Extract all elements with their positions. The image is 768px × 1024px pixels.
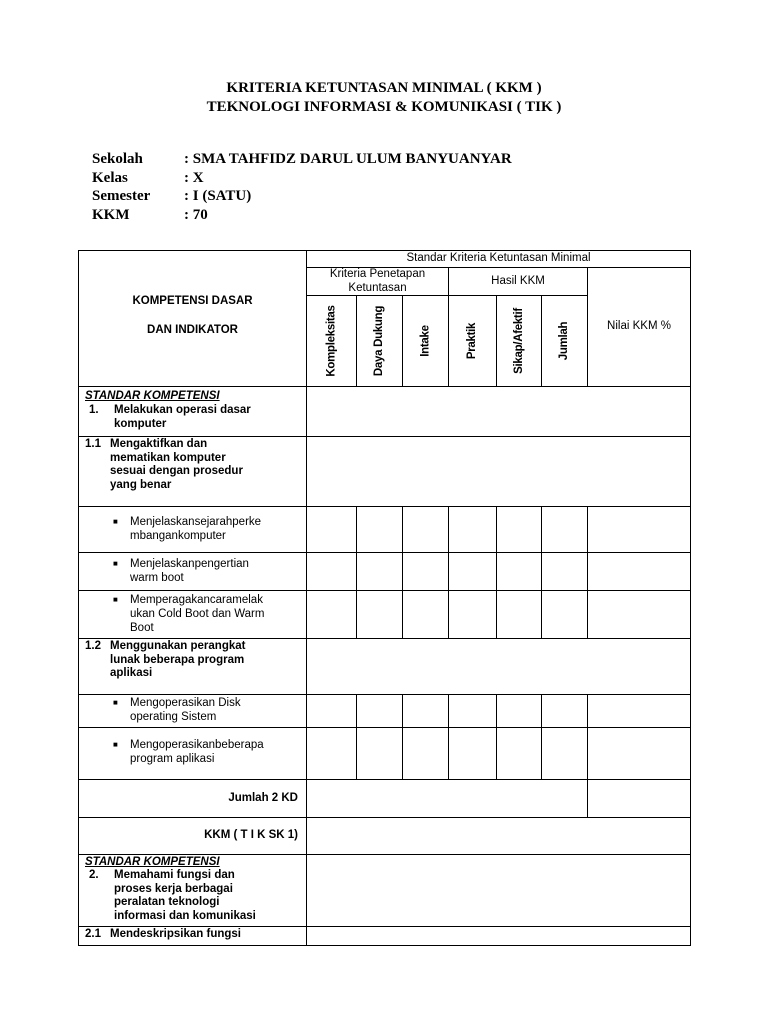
indicator-text <box>130 696 241 724</box>
row-line <box>78 926 691 927</box>
meta-label: KKM <box>92 206 130 223</box>
meta-label: Kelas <box>92 169 128 186</box>
header-kriteria-line2: Ketuntasan <box>348 281 407 294</box>
indicator-text <box>130 557 249 585</box>
kd-2-1-text: Mendeskripsikan fungsi <box>110 928 242 940</box>
bullet-icon: ■ <box>113 698 118 707</box>
kd-1-1 <box>85 438 304 492</box>
indicator-item <box>113 738 309 766</box>
header-standar-text: Standar Kriteria Ketuntasan Minimal <box>406 252 591 265</box>
cell-divider <box>496 506 497 638</box>
row-line <box>78 694 691 695</box>
kd-1-1-line: Mengaktifkan dan <box>110 438 208 450</box>
col-intake-label: Intake <box>419 325 432 357</box>
indicator-item <box>113 557 309 585</box>
sk1-item <box>89 404 304 431</box>
meta-label: Semester <box>92 188 151 204</box>
row-line <box>78 436 691 437</box>
indicator-line: warm boot <box>130 572 184 584</box>
sk2-line: Memahami fungsi dan <box>114 869 235 881</box>
indicator-item <box>113 696 309 724</box>
kd-1-2 <box>85 640 304 681</box>
header-kriteria <box>307 268 448 295</box>
cell-divider <box>587 506 588 638</box>
meta-value: : X <box>184 169 204 186</box>
cell-divider <box>402 694 403 779</box>
col-jumlah-label: Jumlah <box>558 321 571 361</box>
indicator-line: ukan Cold Boot dan Warm <box>130 608 265 620</box>
header-hasil-text: Hasil KKM <box>491 274 545 287</box>
bullet-icon: ■ <box>113 740 118 749</box>
table-border-bottom <box>78 945 691 946</box>
standar-kompetensi-1-label: STANDAR KOMPETENSI <box>85 390 220 402</box>
header-hasil <box>449 268 587 295</box>
sk2-text <box>114 869 256 923</box>
col-sikap-afektif <box>497 296 541 386</box>
school-info <box>92 150 512 224</box>
kd-2-1 <box>85 928 304 942</box>
indicator-line: operating Sistem <box>130 711 217 723</box>
cell-divider <box>587 694 588 779</box>
indicator-text <box>130 738 264 766</box>
kd-1-1-number: 1.1 <box>85 438 101 450</box>
meta-row-sekolah <box>92 150 512 169</box>
indicator-item <box>113 593 309 635</box>
meta-value: : I (SATU) <box>184 188 252 204</box>
kkm-sk1-label <box>79 818 306 854</box>
col-kompleksitas <box>307 296 356 386</box>
indicator-text <box>130 593 264 635</box>
header-kompetensi-dasar <box>79 294 306 310</box>
document-title: KRITERIA KETUNTASAN MINIMAL ( KKM ) <box>226 80 542 96</box>
cell-divider <box>448 694 449 779</box>
header-kd-line2: DAN INDIKATOR <box>147 324 238 337</box>
col-daya-dukung <box>357 296 402 386</box>
kd-1-2-line: lunak beberapa program <box>110 653 245 666</box>
row-line <box>78 552 691 553</box>
meta-row-kkm <box>92 206 512 225</box>
row-line <box>78 854 691 855</box>
kd-1-1-line: mematikan komputer <box>110 451 226 464</box>
bullet-icon: ■ <box>113 559 118 568</box>
cell-divider <box>356 694 357 779</box>
indicator-line: mbangankomputer <box>130 530 226 542</box>
meta-row-semester <box>92 187 512 206</box>
col-sikap-label: Sikap/Afektif <box>513 308 526 374</box>
sk1-number: 1. <box>89 404 99 416</box>
cell-divider <box>541 506 542 638</box>
header-dan-indikator <box>79 323 306 339</box>
col-intake <box>403 296 448 386</box>
indicator-line: Menjelaskansejarahperke <box>130 516 262 528</box>
header-nilai-text: Nilai KKM % <box>607 320 671 333</box>
sk1-text <box>114 404 251 431</box>
kd-1-1-line: yang benar <box>110 478 172 491</box>
kd-1-2-line: aplikasi <box>110 667 153 679</box>
bullet-icon: ■ <box>113 517 118 526</box>
indicator-line: Boot <box>130 622 154 634</box>
cell-divider <box>587 779 588 817</box>
indicator-line: Memperagakancaramelak <box>130 594 263 606</box>
sk2-line: proses kerja berbagai <box>114 882 233 895</box>
cell-divider <box>448 506 449 638</box>
col-jumlah <box>542 296 587 386</box>
indicator-line: Mengoperasikanbeberapa <box>130 739 264 751</box>
standar-kompetensi-2-label: STANDAR KOMPETENSI <box>85 856 220 868</box>
col-kompleksitas-label: Kompleksitas <box>325 305 338 377</box>
cell-divider <box>402 506 403 638</box>
cell-divider <box>496 694 497 779</box>
sk2-number: 2. <box>89 869 99 881</box>
table-border-right <box>690 250 691 946</box>
kd-1-2-text <box>110 640 245 681</box>
cell-divider <box>541 694 542 779</box>
header-kd-line1: KOMPETENSI DASAR <box>132 295 253 308</box>
sk2-line: informasi dan komunikasi <box>114 909 256 922</box>
row-line <box>78 590 691 591</box>
row-line <box>78 638 691 639</box>
row-line <box>78 727 691 728</box>
indicator-line: Mengoperasikan Disk <box>130 697 241 709</box>
kd-1-2-number: 1.2 <box>85 640 101 652</box>
jumlah-kd-label <box>79 780 306 817</box>
indicator-text <box>130 515 261 543</box>
indicator-line: Menjelaskanpengertian <box>130 558 249 570</box>
sk2-line: peralatan teknologi <box>114 896 220 908</box>
row-line <box>78 386 691 387</box>
sk1-text-line1: Melakukan operasi dasar <box>114 404 251 416</box>
meta-value: : SMA TAHFIDZ DARUL ULUM BANYUANYAR <box>184 151 512 167</box>
indicator-item <box>113 515 309 543</box>
col-praktik-label: Praktik <box>466 322 479 360</box>
meta-row-kelas <box>92 169 512 188</box>
kd-2-1-number: 2.1 <box>85 928 101 940</box>
bullet-icon: ■ <box>113 595 118 604</box>
header-kriteria-line1: Kriteria Penetapan <box>329 268 426 280</box>
kd-1-1-text <box>110 438 243 492</box>
document-subtitle: TEKNOLOGI INFORMASI & KOMUNIKASI ( TIK ) <box>206 99 562 115</box>
indicator-line: program aplikasi <box>130 753 215 765</box>
row-line <box>78 506 691 507</box>
jumlah-kd-text: Jumlah 2 KD <box>228 791 298 804</box>
meta-label: Sekolah <box>92 151 143 167</box>
kkm-sk1-text: KKM ( T I K SK 1) <box>204 829 298 842</box>
col-daya-dukung-label: Daya Dukung <box>373 305 386 377</box>
sk1-text-line2: komputer <box>114 417 167 430</box>
kd-1-1-line: sesuai dengan prosedur <box>110 465 243 477</box>
col-praktik <box>449 296 496 386</box>
header-nilai <box>588 268 690 386</box>
header-standar <box>307 251 690 267</box>
kd-1-2-line: Menggunakan perangkat <box>110 640 246 652</box>
sk2-item <box>89 869 304 923</box>
meta-value: : 70 <box>184 206 208 223</box>
cell-divider <box>356 506 357 638</box>
